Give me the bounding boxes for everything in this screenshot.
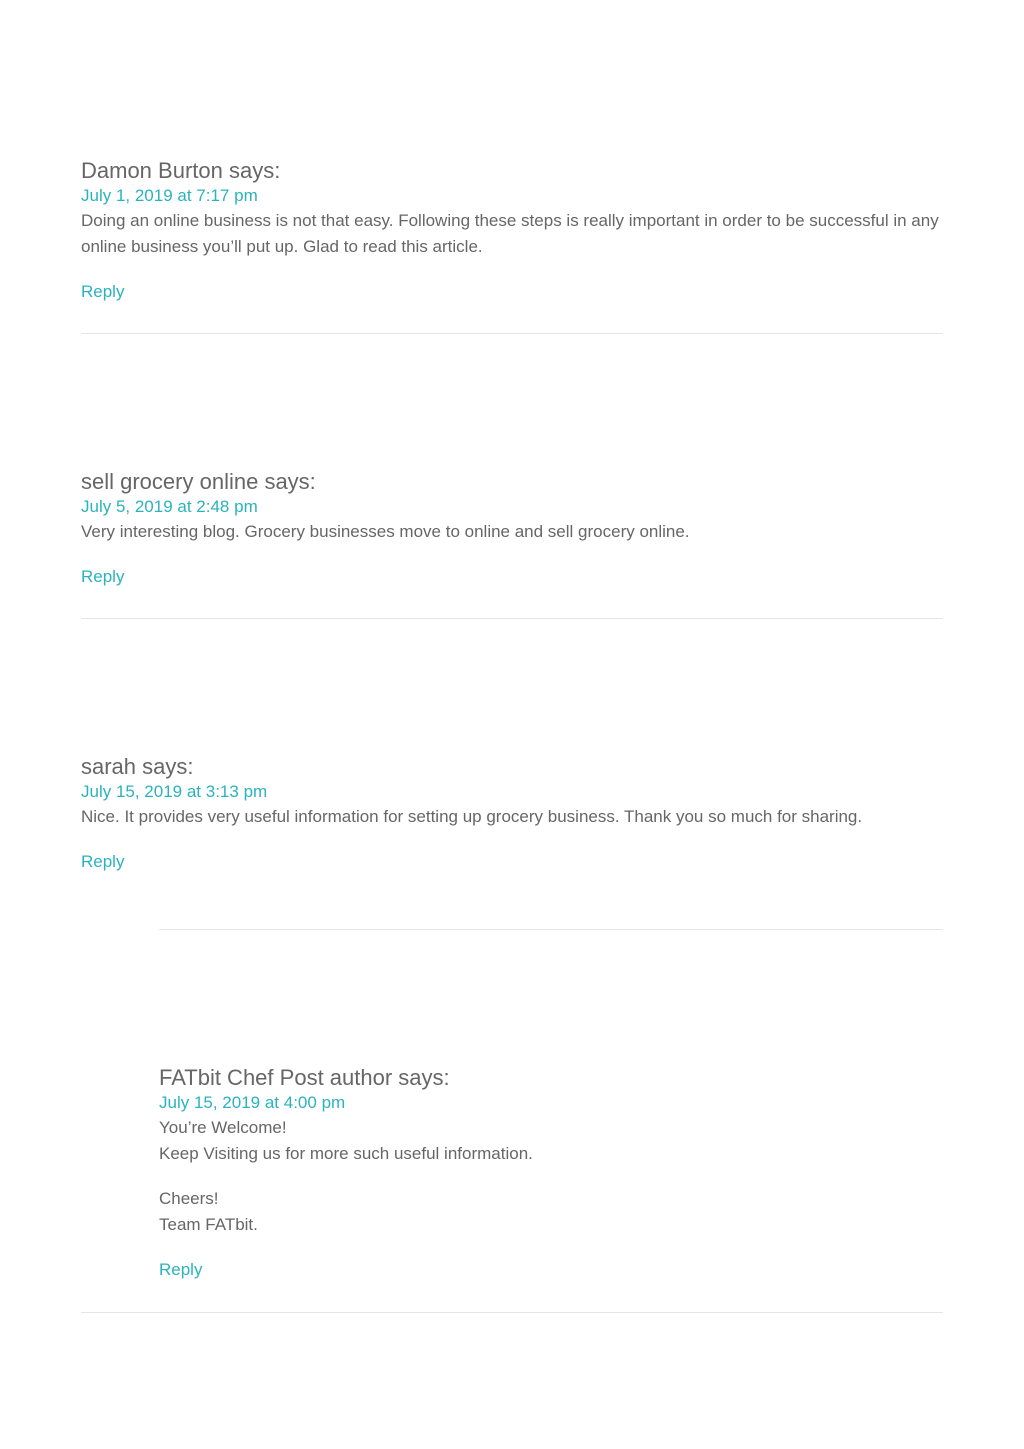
comment-author-heading bbox=[81, 469, 943, 495]
comment-author-name: Damon Burton bbox=[81, 158, 223, 183]
comment-says-label: says: bbox=[398, 1065, 450, 1090]
comment-paragraph bbox=[159, 1186, 943, 1238]
reply-button[interactable]: Reply bbox=[81, 282, 125, 301]
post-author-badge: Post author bbox=[279, 1065, 393, 1090]
comment-author-name: sarah bbox=[81, 754, 137, 779]
comment-author-heading bbox=[81, 754, 943, 780]
reply-button[interactable]: Reply bbox=[81, 567, 125, 586]
comment-divider bbox=[81, 618, 943, 619]
comment-body bbox=[81, 208, 943, 260]
reply-button[interactable]: Reply bbox=[159, 1260, 203, 1279]
comment-divider bbox=[81, 333, 943, 334]
comment-body bbox=[159, 1115, 943, 1238]
comment-says-label: says: bbox=[228, 158, 281, 183]
comment-paragraph: Very interesting blog. Grocery businesses move to online and sell grocery online. bbox=[81, 522, 690, 541]
comment-line: Team FATbit. bbox=[159, 1215, 258, 1234]
comment-says-label: says: bbox=[264, 469, 316, 494]
comment-line: Cheers! bbox=[159, 1189, 219, 1208]
comment-date-link[interactable]: July 5, 2019 at 2:48 pm bbox=[81, 497, 258, 516]
comment-author-name: FATbit Chef bbox=[159, 1065, 274, 1090]
comment-author-name: sell grocery online bbox=[81, 469, 259, 494]
comment-line: Keep Visiting us for more such useful information. bbox=[159, 1144, 533, 1163]
comment-author-heading bbox=[81, 158, 943, 184]
comment-paragraph: Doing an online business is not that easy. Following these steps is really important in order to be successful in any online business you’ll put up. Glad to read this article. bbox=[81, 211, 939, 256]
comment-sell-grocery-online bbox=[81, 469, 943, 590]
comment-paragraph: Nice. It provides very useful information for setting up grocery business. Thank you so much for sharing. bbox=[81, 807, 863, 826]
comment-line: You’re Welcome! bbox=[159, 1118, 287, 1137]
comment-divider bbox=[81, 1312, 943, 1313]
reply-button[interactable]: Reply bbox=[81, 852, 125, 871]
comment-date-link[interactable]: July 15, 2019 at 3:13 pm bbox=[81, 782, 268, 801]
comment-date-link[interactable]: July 15, 2019 at 4:00 pm bbox=[159, 1093, 346, 1112]
comment-body bbox=[81, 804, 943, 830]
comment-damon-burton bbox=[81, 158, 943, 305]
comment-fatbit-chef-reply bbox=[159, 1065, 943, 1283]
reply-divider bbox=[159, 929, 943, 930]
comment-author-heading bbox=[159, 1065, 943, 1091]
comment-paragraph bbox=[159, 1115, 943, 1167]
comment-body bbox=[81, 519, 943, 545]
comment-says-label: says: bbox=[142, 754, 194, 779]
comment-date-link[interactable]: July 1, 2019 at 7:17 pm bbox=[81, 186, 258, 205]
comment-sarah bbox=[81, 754, 943, 875]
